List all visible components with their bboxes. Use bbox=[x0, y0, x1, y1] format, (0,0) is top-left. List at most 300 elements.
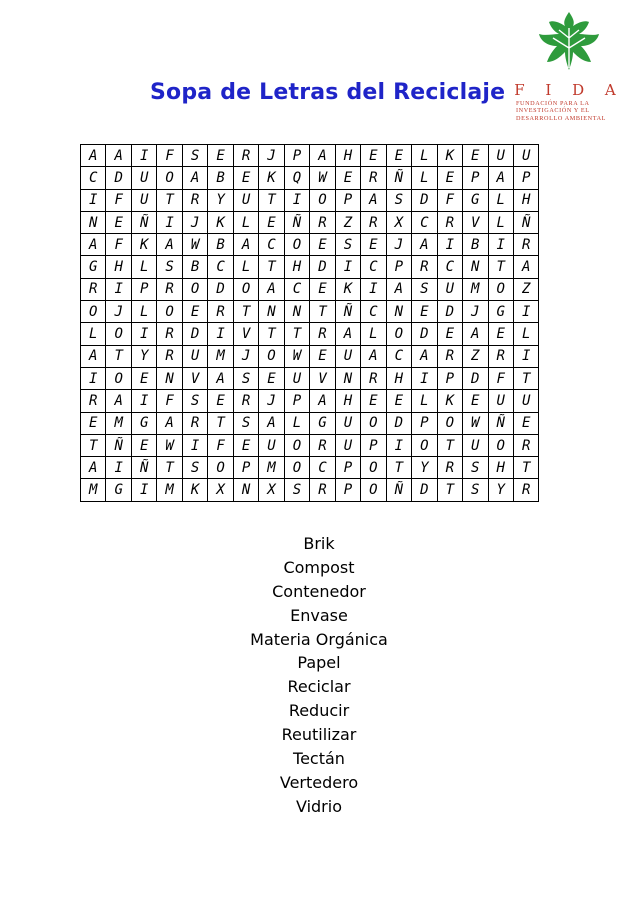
grid-cell[interactable]: E bbox=[310, 234, 335, 256]
grid-cell[interactable]: A bbox=[513, 256, 538, 278]
grid-cell[interactable]: O bbox=[386, 323, 411, 345]
grid-cell[interactable]: C bbox=[437, 256, 462, 278]
grid-cell[interactable]: C bbox=[259, 234, 284, 256]
grid-cell[interactable]: S bbox=[335, 234, 360, 256]
grid-cell[interactable]: W bbox=[310, 167, 335, 189]
grid-cell[interactable]: F bbox=[106, 234, 131, 256]
grid-cell[interactable]: I bbox=[437, 234, 462, 256]
grid-cell[interactable]: E bbox=[310, 278, 335, 300]
grid-cell[interactable]: A bbox=[182, 167, 207, 189]
grid-cell[interactable]: T bbox=[437, 479, 462, 501]
grid-cell[interactable]: E bbox=[131, 434, 156, 456]
grid-cell[interactable]: R bbox=[157, 278, 182, 300]
grid-cell[interactable]: T bbox=[259, 323, 284, 345]
grid-cell[interactable]: N bbox=[335, 367, 360, 389]
grid-cell[interactable]: A bbox=[412, 234, 437, 256]
grid-cell[interactable]: R bbox=[310, 323, 335, 345]
grid-cell[interactable]: A bbox=[81, 457, 106, 479]
grid-cell[interactable]: I bbox=[412, 367, 437, 389]
grid-cell[interactable]: P bbox=[513, 167, 538, 189]
grid-cell[interactable]: Z bbox=[335, 211, 360, 233]
grid-cell[interactable]: I bbox=[81, 367, 106, 389]
grid-cell[interactable]: W bbox=[157, 434, 182, 456]
grid-cell[interactable]: H bbox=[106, 256, 131, 278]
grid-cell[interactable]: R bbox=[437, 457, 462, 479]
grid-cell[interactable]: E bbox=[233, 434, 258, 456]
grid-cell[interactable]: H bbox=[513, 189, 538, 211]
grid-cell[interactable]: J bbox=[259, 145, 284, 167]
grid-cell[interactable]: J bbox=[233, 345, 258, 367]
grid-cell[interactable]: R bbox=[182, 189, 207, 211]
grid-cell[interactable]: T bbox=[513, 367, 538, 389]
grid-cell[interactable]: P bbox=[284, 390, 309, 412]
grid-cell[interactable]: E bbox=[81, 412, 106, 434]
grid-cell[interactable]: Ñ bbox=[284, 211, 309, 233]
grid-cell[interactable]: E bbox=[208, 390, 233, 412]
grid-cell[interactable]: K bbox=[437, 145, 462, 167]
grid-cell[interactable]: D bbox=[463, 367, 488, 389]
grid-cell[interactable]: C bbox=[361, 301, 386, 323]
word-list-item: Brik bbox=[303, 534, 335, 553]
word-list-item: Vidrio bbox=[295, 796, 342, 816]
grid-cell[interactable]: Ñ bbox=[513, 211, 538, 233]
grid-cell[interactable]: O bbox=[157, 167, 182, 189]
logo-subtitle bbox=[516, 100, 628, 122]
grid-cell[interactable]: P bbox=[335, 189, 360, 211]
grid-cell[interactable]: P bbox=[335, 479, 360, 501]
grid-cell[interactable]: O bbox=[182, 278, 207, 300]
grid-cell[interactable]: O bbox=[488, 278, 513, 300]
grid-cell[interactable]: C bbox=[81, 167, 106, 189]
grid-cell[interactable]: R bbox=[157, 323, 182, 345]
grid-cell[interactable]: U bbox=[488, 390, 513, 412]
grid-cell[interactable]: S bbox=[412, 278, 437, 300]
grid-cell[interactable]: D bbox=[386, 412, 411, 434]
grid-cell[interactable]: L bbox=[412, 167, 437, 189]
grid-row bbox=[81, 390, 539, 412]
grid-cell[interactable]: A bbox=[386, 278, 411, 300]
grid-cell[interactable]: T bbox=[386, 457, 411, 479]
grid-cell[interactable]: A bbox=[412, 345, 437, 367]
grid-cell[interactable]: Ñ bbox=[335, 301, 360, 323]
grid-cell[interactable]: I bbox=[361, 278, 386, 300]
grid-cell[interactable]: O bbox=[233, 278, 258, 300]
grid-cell[interactable]: S bbox=[182, 457, 207, 479]
grid-cell[interactable]: R bbox=[437, 345, 462, 367]
grid-cell[interactable]: A bbox=[233, 234, 258, 256]
grid-cell[interactable]: Ñ bbox=[488, 412, 513, 434]
grid-cell[interactable]: J bbox=[386, 234, 411, 256]
grid-cell[interactable]: P bbox=[361, 434, 386, 456]
grid-cell[interactable]: E bbox=[361, 145, 386, 167]
grid-cell[interactable]: P bbox=[386, 256, 411, 278]
grid-cell[interactable]: M bbox=[208, 345, 233, 367]
grid-cell[interactable]: S bbox=[463, 457, 488, 479]
grid-cell[interactable]: T bbox=[157, 457, 182, 479]
grid-cell[interactable]: J bbox=[182, 211, 207, 233]
grid-cell[interactable]: F bbox=[157, 390, 182, 412]
grid-cell[interactable]: Q bbox=[284, 167, 309, 189]
grid-cell[interactable]: W bbox=[463, 412, 488, 434]
grid-cell[interactable]: U bbox=[437, 278, 462, 300]
grid-cell[interactable]: E bbox=[335, 167, 360, 189]
grid-cell[interactable]: R bbox=[513, 479, 538, 501]
grid-cell[interactable]: N bbox=[259, 301, 284, 323]
grid-cell[interactable]: T bbox=[513, 457, 538, 479]
grid-cell[interactable]: O bbox=[361, 412, 386, 434]
grid-cell[interactable]: R bbox=[513, 434, 538, 456]
grid-cell[interactable]: T bbox=[81, 434, 106, 456]
grid-cell[interactable]: R bbox=[182, 412, 207, 434]
grid-cell[interactable]: W bbox=[284, 345, 309, 367]
grid-cell[interactable]: H bbox=[284, 256, 309, 278]
grid-cell[interactable]: U bbox=[284, 367, 309, 389]
grid-cell[interactable]: S bbox=[233, 412, 258, 434]
grid-cell[interactable]: R bbox=[513, 234, 538, 256]
word-list-item: Vertedero bbox=[279, 772, 359, 792]
grid-cell[interactable]: P bbox=[335, 457, 360, 479]
grid-cell[interactable]: S bbox=[157, 256, 182, 278]
grid-cell[interactable]: R bbox=[81, 278, 106, 300]
grid-cell[interactable]: A bbox=[259, 412, 284, 434]
grid-cell[interactable]: U bbox=[233, 189, 258, 211]
grid-cell[interactable]: D bbox=[310, 256, 335, 278]
grid-cell[interactable]: A bbox=[463, 323, 488, 345]
grid-cell[interactable]: L bbox=[284, 412, 309, 434]
grid-cell[interactable]: D bbox=[182, 323, 207, 345]
grid-cell[interactable]: P bbox=[233, 457, 258, 479]
grid-cell[interactable]: G bbox=[463, 189, 488, 211]
grid-cell[interactable]: T bbox=[310, 301, 335, 323]
grid-cell[interactable]: J bbox=[463, 301, 488, 323]
grid-cell[interactable]: M bbox=[106, 412, 131, 434]
grid-cell[interactable]: I bbox=[131, 479, 156, 501]
grid-cell[interactable]: I bbox=[106, 278, 131, 300]
grid-cell[interactable]: P bbox=[463, 167, 488, 189]
grid-cell[interactable]: E bbox=[310, 345, 335, 367]
grid-cell[interactable]: N bbox=[284, 301, 309, 323]
grid-cell[interactable]: U bbox=[131, 167, 156, 189]
grid-cell[interactable]: R bbox=[361, 367, 386, 389]
grid-cell[interactable]: A bbox=[81, 145, 106, 167]
grid-cell[interactable]: I bbox=[386, 434, 411, 456]
grid-cell[interactable]: L bbox=[233, 211, 258, 233]
grid-cell[interactable]: I bbox=[131, 323, 156, 345]
grid-cell[interactable]: G bbox=[310, 412, 335, 434]
grid-cell[interactable]: A bbox=[157, 234, 182, 256]
grid-cell[interactable]: U bbox=[513, 390, 538, 412]
grid-cell[interactable]: F bbox=[157, 145, 182, 167]
grid-cell[interactable]: Ñ bbox=[106, 434, 131, 456]
grid-cell[interactable]: I bbox=[157, 211, 182, 233]
grid-cell[interactable]: V bbox=[310, 367, 335, 389]
grid-cell[interactable]: Z bbox=[463, 345, 488, 367]
grid-cell[interactable]: N bbox=[157, 367, 182, 389]
grid-cell[interactable]: L bbox=[131, 256, 156, 278]
grid-cell[interactable]: S bbox=[463, 479, 488, 501]
grid-cell[interactable]: R bbox=[488, 345, 513, 367]
grid-cell[interactable]: U bbox=[463, 434, 488, 456]
grid-cell[interactable]: O bbox=[81, 301, 106, 323]
grid-cell[interactable]: B bbox=[463, 234, 488, 256]
grid-cell[interactable]: K bbox=[259, 167, 284, 189]
grid-cell[interactable]: E bbox=[131, 367, 156, 389]
grid-cell[interactable]: R bbox=[310, 434, 335, 456]
grid-cell[interactable]: L bbox=[488, 189, 513, 211]
grid-cell[interactable]: R bbox=[310, 211, 335, 233]
grid-cell[interactable]: I bbox=[182, 434, 207, 456]
grid-cell[interactable]: Y bbox=[488, 479, 513, 501]
grid-cell[interactable]: U bbox=[335, 345, 360, 367]
grid-cell[interactable]: S bbox=[233, 367, 258, 389]
grid-cell[interactable]: T bbox=[157, 189, 182, 211]
grid-cell[interactable]: D bbox=[437, 301, 462, 323]
grid-cell[interactable]: R bbox=[81, 390, 106, 412]
grid-cell[interactable]: W bbox=[182, 234, 207, 256]
grid-cell[interactable]: O bbox=[310, 189, 335, 211]
grid-cell[interactable]: P bbox=[284, 145, 309, 167]
grid-cell[interactable]: E bbox=[513, 412, 538, 434]
grid-cell[interactable]: E bbox=[182, 301, 207, 323]
grid-cell[interactable]: M bbox=[259, 457, 284, 479]
grid-cell[interactable]: E bbox=[361, 390, 386, 412]
grid-cell[interactable]: X bbox=[259, 479, 284, 501]
grid-cell[interactable]: E bbox=[233, 167, 258, 189]
grid-cell[interactable]: A bbox=[208, 367, 233, 389]
grid-cell[interactable]: X bbox=[208, 479, 233, 501]
grid-cell[interactable]: T bbox=[437, 434, 462, 456]
grid-cell[interactable]: R bbox=[233, 390, 258, 412]
grid-cell[interactable]: E bbox=[412, 301, 437, 323]
grid-cell[interactable]: Ñ bbox=[386, 167, 411, 189]
grid-cell[interactable]: O bbox=[157, 301, 182, 323]
grid-cell[interactable]: L bbox=[513, 323, 538, 345]
grid-cell[interactable]: U bbox=[259, 434, 284, 456]
grid-cell[interactable]: P bbox=[437, 367, 462, 389]
grid-cell[interactable]: F bbox=[488, 367, 513, 389]
grid-row bbox=[81, 412, 539, 434]
grid-cell[interactable]: R bbox=[437, 211, 462, 233]
grid-cell[interactable]: L bbox=[412, 145, 437, 167]
grid-cell[interactable]: I bbox=[488, 234, 513, 256]
grid-cell[interactable]: H bbox=[386, 367, 411, 389]
grid-cell[interactable]: A bbox=[259, 278, 284, 300]
grid-cell[interactable]: A bbox=[106, 390, 131, 412]
grid-cell[interactable]: G bbox=[488, 301, 513, 323]
grid-cell[interactable]: F bbox=[437, 189, 462, 211]
grid-cell[interactable]: U bbox=[131, 189, 156, 211]
grid-cell[interactable]: U bbox=[488, 145, 513, 167]
grid-cell[interactable]: R bbox=[361, 167, 386, 189]
grid-cell[interactable]: G bbox=[131, 412, 156, 434]
grid-cell[interactable]: J bbox=[106, 301, 131, 323]
grid-cell[interactable]: D bbox=[412, 323, 437, 345]
grid-cell[interactable]: O bbox=[284, 457, 309, 479]
grid-cell[interactable]: E bbox=[437, 167, 462, 189]
grid-cell[interactable]: K bbox=[335, 278, 360, 300]
grid-cell[interactable]: S bbox=[386, 189, 411, 211]
grid-cell[interactable]: Ñ bbox=[386, 479, 411, 501]
grid-cell[interactable]: O bbox=[412, 434, 437, 456]
grid-cell[interactable]: L bbox=[233, 256, 258, 278]
grid-cell[interactable]: H bbox=[335, 145, 360, 167]
grid-cell[interactable]: E bbox=[208, 145, 233, 167]
grid-cell[interactable]: L bbox=[412, 390, 437, 412]
grid-cell[interactable]: Y bbox=[208, 189, 233, 211]
grid-cell[interactable]: O bbox=[284, 434, 309, 456]
grid-cell[interactable]: R bbox=[361, 211, 386, 233]
grid-cell[interactable]: N bbox=[386, 301, 411, 323]
grid-cell[interactable]: P bbox=[131, 278, 156, 300]
grid-cell[interactable]: L bbox=[361, 323, 386, 345]
grid-cell[interactable]: Z bbox=[513, 278, 538, 300]
grid-cell[interactable]: N bbox=[233, 479, 258, 501]
grid-cell[interactable]: D bbox=[106, 167, 131, 189]
grid-cell[interactable]: K bbox=[131, 234, 156, 256]
grid-cell[interactable]: V bbox=[182, 367, 207, 389]
grid-cell[interactable]: O bbox=[361, 457, 386, 479]
grid-cell[interactable]: K bbox=[182, 479, 207, 501]
grid-cell[interactable]: O bbox=[488, 434, 513, 456]
grid-cell[interactable]: I bbox=[513, 301, 538, 323]
grid-cell[interactable]: R bbox=[157, 345, 182, 367]
grid-cell[interactable]: N bbox=[81, 211, 106, 233]
grid-cell[interactable]: T bbox=[208, 412, 233, 434]
grid-cell[interactable]: D bbox=[412, 479, 437, 501]
grid-cell[interactable]: E bbox=[437, 323, 462, 345]
grid-cell[interactable]: C bbox=[310, 457, 335, 479]
grid-cell[interactable]: M bbox=[81, 479, 106, 501]
grid-cell[interactable]: E bbox=[463, 145, 488, 167]
grid-cell[interactable]: D bbox=[208, 278, 233, 300]
grid-cell[interactable]: B bbox=[208, 167, 233, 189]
grid-cell[interactable]: O bbox=[437, 412, 462, 434]
grid-cell[interactable]: O bbox=[284, 234, 309, 256]
grid-cell[interactable]: L bbox=[488, 211, 513, 233]
grid-cell[interactable]: L bbox=[81, 323, 106, 345]
grid-cell[interactable]: X bbox=[386, 211, 411, 233]
grid-cell[interactable]: B bbox=[208, 234, 233, 256]
grid-cell[interactable]: I bbox=[106, 457, 131, 479]
grid-cell[interactable]: E bbox=[361, 234, 386, 256]
word-list-item: Reciclar bbox=[287, 677, 351, 697]
grid-cell[interactable]: C bbox=[386, 345, 411, 367]
grid-cell[interactable]: E bbox=[259, 367, 284, 389]
grid-row bbox=[81, 367, 539, 389]
grid-cell[interactable]: U bbox=[513, 145, 538, 167]
grid-cell[interactable]: M bbox=[463, 278, 488, 300]
grid-cell[interactable]: F bbox=[208, 434, 233, 456]
grid-cell[interactable]: I bbox=[284, 189, 309, 211]
grid-cell[interactable]: E bbox=[259, 211, 284, 233]
grid-cell[interactable]: E bbox=[106, 211, 131, 233]
grid-cell[interactable]: E bbox=[386, 390, 411, 412]
grid-cell[interactable]: Y bbox=[131, 345, 156, 367]
grid-cell[interactable]: F bbox=[106, 189, 131, 211]
grid-cell[interactable]: K bbox=[208, 211, 233, 233]
grid-cell[interactable]: Ñ bbox=[131, 211, 156, 233]
grid-cell[interactable]: A bbox=[157, 412, 182, 434]
grid-cell[interactable]: S bbox=[284, 479, 309, 501]
grid-cell[interactable]: T bbox=[259, 256, 284, 278]
grid-cell[interactable]: I bbox=[131, 145, 156, 167]
grid-cell[interactable]: O bbox=[259, 345, 284, 367]
grid-cell[interactable]: G bbox=[81, 256, 106, 278]
grid-cell[interactable]: O bbox=[208, 457, 233, 479]
grid-cell[interactable]: G bbox=[106, 479, 131, 501]
grid-cell[interactable]: T bbox=[106, 345, 131, 367]
grid-cell[interactable]: U bbox=[335, 412, 360, 434]
grid-cell[interactable]: O bbox=[106, 367, 131, 389]
grid-cell[interactable]: A bbox=[310, 390, 335, 412]
grid-cell[interactable]: H bbox=[488, 457, 513, 479]
grid-cell[interactable]: P bbox=[412, 412, 437, 434]
grid-cell[interactable]: A bbox=[81, 234, 106, 256]
grid-cell[interactable]: T bbox=[284, 323, 309, 345]
grid-cell[interactable]: R bbox=[412, 256, 437, 278]
grid-cell[interactable]: M bbox=[157, 479, 182, 501]
grid-cell[interactable]: T bbox=[488, 256, 513, 278]
grid-row bbox=[81, 167, 539, 189]
grid-cell[interactable]: E bbox=[386, 145, 411, 167]
word-list-item: Tectán bbox=[293, 749, 345, 769]
grid-cell[interactable]: K bbox=[437, 390, 462, 412]
grid-cell[interactable]: R bbox=[233, 145, 258, 167]
grid-cell[interactable]: R bbox=[310, 479, 335, 501]
grid-cell[interactable]: E bbox=[463, 390, 488, 412]
grid-cell[interactable]: L bbox=[131, 301, 156, 323]
grid-cell[interactable]: H bbox=[335, 390, 360, 412]
grid-cell[interactable]: A bbox=[81, 345, 106, 367]
grid-cell[interactable]: I bbox=[131, 390, 156, 412]
grid-cell[interactable]: V bbox=[463, 211, 488, 233]
grid-cell[interactable]: C bbox=[361, 256, 386, 278]
grid-cell[interactable]: Y bbox=[412, 457, 437, 479]
grid-cell[interactable]: A bbox=[310, 145, 335, 167]
logo-subtitle-line: INVESTIGACIÓN Y EL bbox=[516, 107, 590, 115]
grid-cell[interactable]: O bbox=[361, 479, 386, 501]
grid-cell[interactable]: T bbox=[259, 189, 284, 211]
grid-cell[interactable]: A bbox=[361, 345, 386, 367]
grid-cell[interactable]: N bbox=[463, 256, 488, 278]
grid-cell[interactable]: R bbox=[208, 301, 233, 323]
grid-cell[interactable]: I bbox=[81, 189, 106, 211]
grid-cell[interactable]: I bbox=[208, 323, 233, 345]
grid-cell[interactable]: S bbox=[182, 390, 207, 412]
grid-cell[interactable]: U bbox=[335, 434, 360, 456]
grid-cell[interactable]: I bbox=[513, 345, 538, 367]
grid-cell[interactable]: C bbox=[412, 211, 437, 233]
grid-cell[interactable]: S bbox=[182, 145, 207, 167]
grid-cell[interactable]: C bbox=[208, 256, 233, 278]
grid-cell[interactable]: I bbox=[335, 256, 360, 278]
grid-cell[interactable]: A bbox=[106, 145, 131, 167]
grid-cell[interactable]: E bbox=[488, 323, 513, 345]
grid-cell[interactable]: A bbox=[361, 189, 386, 211]
grid-cell[interactable]: A bbox=[488, 167, 513, 189]
grid-cell[interactable]: O bbox=[106, 323, 131, 345]
grid-cell[interactable]: J bbox=[259, 390, 284, 412]
grid-cell[interactable]: D bbox=[412, 189, 437, 211]
grid-cell[interactable]: B bbox=[182, 256, 207, 278]
grid-cell[interactable]: U bbox=[182, 345, 207, 367]
grid-cell[interactable]: V bbox=[233, 323, 258, 345]
grid-cell[interactable]: T bbox=[233, 301, 258, 323]
grid-cell[interactable]: Ñ bbox=[131, 457, 156, 479]
grid-cell[interactable]: C bbox=[284, 278, 309, 300]
grid-cell[interactable]: A bbox=[335, 323, 360, 345]
grid-row bbox=[81, 234, 539, 256]
